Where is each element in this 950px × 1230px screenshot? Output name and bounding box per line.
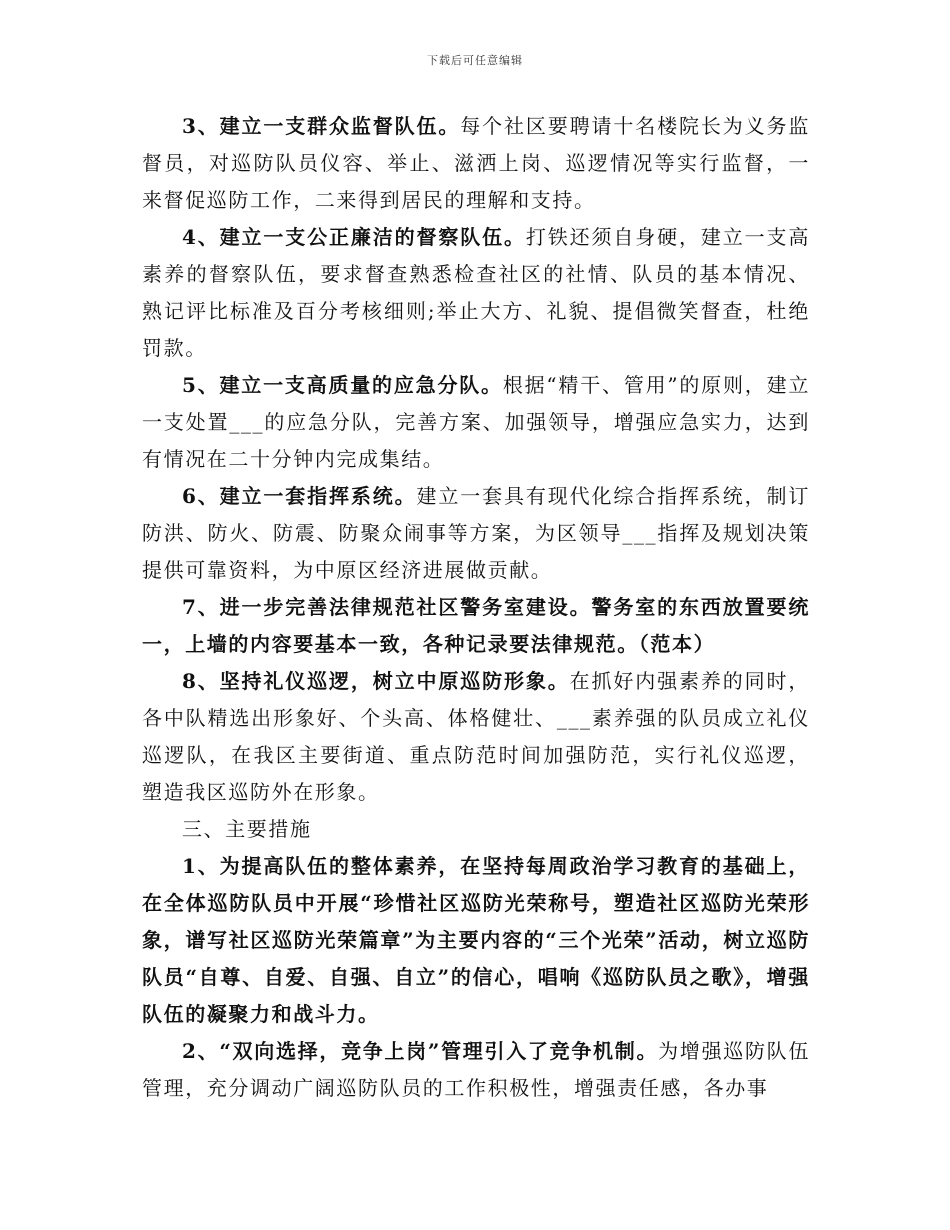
paragraph-text: 建立一套具有现代化综合指挥系统，制订防洪、防火、防震、防聚众闹事等方案，为区领导___指挥及规划决策提供可靠资料，为中原区经济进展做贡献。 — [142, 484, 810, 582]
paragraph-4 — [142, 219, 810, 367]
paragraph-text: 为增强巡防队伍管理，充分调动广阔巡防队员的工作积极性，增强责任感，各办事 — [142, 1039, 810, 1100]
paragraph-8 — [142, 663, 810, 811]
paragraph-heading: 8、坚持礼仪巡逻，树立中原巡防形象。 — [182, 669, 570, 693]
document-body — [142, 108, 810, 1107]
page-header: 下载后可任意编辑 — [427, 54, 523, 67]
paragraph-heading: 6、建立一套指挥系统。 — [182, 484, 417, 508]
paragraph-heading: 5、建立一支高质量的应急分队。 — [182, 373, 503, 397]
measure-2 — [142, 1033, 810, 1107]
measure-1 — [142, 848, 810, 1033]
paragraph-heading: 7、进一步完善法律规范社区警务室建设。警务室的东西放置要统一，上墙的内容要基本一致，各种记录要法律规范。（范本） — [142, 595, 810, 656]
paragraph-heading: 1、为提高队伍的整体素养，在坚持每周政治学习教育的基础上，在全体巡防队员中开展“珍惜社区巡防光荣称号，塑造社区巡防光荣形象，谱写社区巡防光荣篇章”为主要内容的“三个光荣”活动，树立巡防队员“自尊、自爱、自强、自立”的信心，唱响《巡防队员之歌》，增强队伍的凝聚力和战斗力。 — [142, 854, 810, 1026]
section-heading-measures — [142, 811, 810, 848]
paragraph-3 — [142, 108, 810, 219]
paragraph-text: 打铁还须自身硬，建立一支高素养的督察队伍，要求督查熟悉检查社区的社情、队员的基本情况、熟记评比标准及百分考核细则;举止大方、礼貌、提倡微笑督查，杜绝罚款。 — [142, 225, 810, 360]
paragraph-text: 根据“精干、管用”的原则，建立一支处置___的应急分队，完善方案、加强领导，增强应急实力，达到有情况在二十分钟内完成集结。 — [142, 373, 810, 471]
paragraph-text: 每个社区要聘请十名楼院长为义务监督员，对巡防队员仪容、举止、滋洒上岗、巡逻情况等实行监督，一来督促巡防工作，二来得到居民的理解和支持。 — [142, 114, 810, 212]
paragraph-heading: 4、建立一支公正廉洁的督察队伍。 — [182, 225, 526, 249]
paragraph-6 — [142, 478, 810, 589]
paragraph-5 — [142, 367, 810, 478]
paragraph-heading: 2、“双向选择，竞争上岗”管理引入了竞争机制。 — [182, 1039, 659, 1063]
paragraph-heading: 3、建立一支群众监督队伍。 — [182, 114, 461, 138]
section-heading-text: 三、主要措施 — [182, 817, 312, 841]
paragraph-text: 在抓好内强素养的同时，各中队精选出形象好、个头高、体格健壮、___素养强的队员成立礼仪巡逻队，在我区主要街道、重点防范时间加强防范，实行礼仪巡逻，塑造我区巡防外在形象。 — [142, 669, 810, 804]
paragraph-7 — [142, 589, 810, 663]
